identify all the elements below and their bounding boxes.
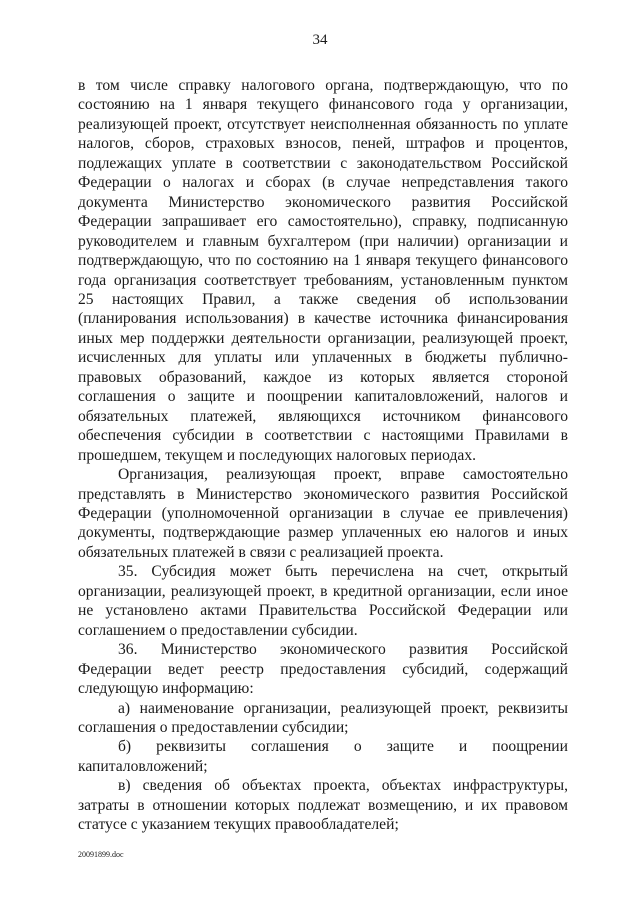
list-item-b: б) реквизиты соглашения о защите и поощрении капиталовложений; [78, 738, 568, 775]
page-number: 34 [312, 32, 328, 48]
file-name-footer: 20091899.doc [78, 850, 124, 859]
paragraph-organization-right: Организация, реализующая проект, вправе самостоятельно представлять в Министерство экономического развития Российской Федерации (уполномоченной организации в случае ее привлечения) документы, подтверждающие размер уплаченных ею налогов и иных обязательных платежей в связи с реализацией проекта. [78, 466, 568, 561]
list-item-a: а) наименование организации, реализующей проект, реквизиты соглашения о предоставлении субсидии; [78, 699, 568, 736]
paragraph-item-35: 35. Субсидия может быть перечислена на счет, открытый организации, реализующей проект, в кредитной организации, если иное не установлено актами Правительства Российской Федерации или соглашением о предоставлении субсидии. [78, 563, 568, 639]
paragraph-item-36: 36. Министерство экономического развития Российской Федерации ведет реестр предоставления субсидий, содержащий следующую информацию: [78, 641, 568, 698]
document-body [78, 76, 568, 835]
paragraph-continuation: в том числе справку налогового органа, подтверждающую, что по состоянию на 1 января текущего финансового года у организации, реализующей проект, отсутствует неисполненная обязанность по уплате налогов, сборов, страховых взносов, пеней, штрафов и процентов, подлежащих уплате в соответствии с законодательством Российской Федерации о налогах и сборах (в случае непредставления такого документа Министерство экономического развития Российской Федерации запрашивает его самостоятельно), справку, подписанную руководителем и главным бухгалтером (при наличии) организации и подтверждающую, что по состоянию на 1 января текущего финансового года организация соответствует требованиям, установленным пунктом 25 настоящих Правил, а также сведения об использовании (планирования использования) в качестве источника финансирования иных мер поддержки деятельности организации, реализующей проект, исчисленных для уплаты или уплаченных в бюджеты публично-правовых образований, каждое из которых является стороной соглашения о защите и поощрении капиталовложений, налогов и обязательных платежей, являющихся источником финансового обеспечения субсидии в соответствии с настоящими Правилами в прошедшем, текущем и последующих налоговых периодах. [78, 77, 568, 464]
list-item-v: в) сведения об объектах проекта, объектах инфраструктуры, затраты в отношении которых подлежат возмещению, и их правовом статусе с указанием текущих правообладателей; [78, 777, 568, 834]
